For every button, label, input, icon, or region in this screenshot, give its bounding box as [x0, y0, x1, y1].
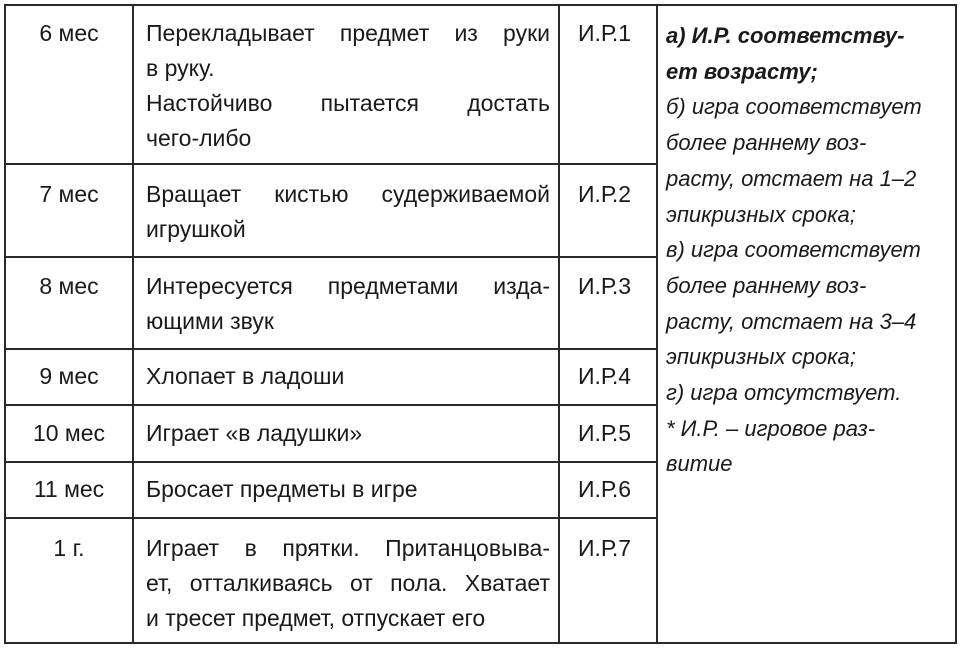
age-cell: 9 мес — [39, 363, 99, 389]
description-cell — [146, 359, 550, 394]
description-line: Играет в прятки. Пританцовыва- — [146, 535, 550, 561]
description-cell — [146, 472, 550, 507]
legend-note — [666, 18, 948, 482]
description-line: Перекладывает предмет из руки — [146, 20, 550, 46]
legend-line: расту, отстает на 3–4 — [666, 308, 917, 334]
legend-line: б) игра соответствует — [666, 94, 922, 120]
description-line: в руку. — [146, 55, 215, 81]
description-line: Бросает предметы в игре — [146, 476, 418, 502]
table-border-right — [955, 4, 957, 644]
row-divider — [4, 404, 658, 406]
row-divider — [4, 348, 658, 350]
table-border-bottom — [4, 642, 957, 644]
table-border-top — [4, 4, 957, 6]
legend-line: расту, отстает на 1–2 — [666, 165, 917, 191]
age-cell: 10 мес — [32, 420, 106, 446]
row-divider — [4, 517, 658, 519]
description-line: Настойчиво пытается достать — [146, 90, 550, 116]
code-cell: И.Р.1 — [578, 20, 632, 46]
column-divider-desc — [558, 4, 560, 644]
column-divider-code — [656, 4, 658, 644]
code-cell: И.Р.4 — [578, 363, 632, 389]
description-line: чего-либо — [146, 125, 252, 151]
description-line: ет, отталкиваясь от пола. Хватает — [146, 570, 550, 596]
legend-line: витие — [666, 451, 733, 477]
code-cell: И.Р.2 — [578, 181, 632, 207]
row-divider — [4, 163, 658, 165]
legend-line: * И.Р. – игровое раз- — [666, 415, 876, 441]
description-line: Интересуется предметами изда- — [146, 273, 550, 299]
code-cell: И.Р.6 — [578, 476, 632, 502]
age-cell: 7 мес — [39, 181, 99, 207]
description-line: ющими звук — [146, 308, 274, 334]
description-line: Вращает кистью судерживаемой — [146, 181, 550, 207]
row-divider — [4, 461, 658, 463]
column-divider-age — [132, 4, 134, 644]
code-cell: И.Р.3 — [578, 273, 632, 299]
age-cell: 6 мес — [39, 20, 99, 46]
age-cell: 1 г. — [53, 535, 85, 561]
description-cell — [146, 416, 550, 451]
legend-line: более раннему воз- — [666, 130, 867, 156]
legend-line: более раннему воз- — [666, 272, 867, 298]
description-cell — [146, 531, 550, 636]
row-divider — [4, 256, 658, 258]
legend-line: а) И.Р. соответству- — [666, 23, 905, 48]
legend-line: эпикризных срока; — [666, 201, 856, 227]
description-cell — [146, 16, 550, 156]
code-cell: И.Р.5 — [578, 420, 632, 446]
description-cell — [146, 177, 550, 247]
code-cell: И.Р.7 — [578, 535, 632, 561]
description-line: Хлопает в ладоши — [146, 363, 345, 389]
description-cell — [146, 269, 550, 339]
description-line: игрушкой — [146, 216, 246, 242]
description-line: Играет «в ладушки» — [146, 420, 363, 446]
legend-line: ет возрасту; — [666, 58, 818, 84]
legend-line: эпикризных срока; — [666, 344, 856, 370]
legend-line: г) игра отсутствует. — [666, 380, 902, 406]
age-cell: 8 мес — [39, 273, 99, 299]
legend-line: в) игра соответствует — [666, 237, 921, 263]
description-line: и тресет предмет, отпускает его — [146, 605, 486, 631]
age-cell: 11 мес — [33, 476, 105, 502]
